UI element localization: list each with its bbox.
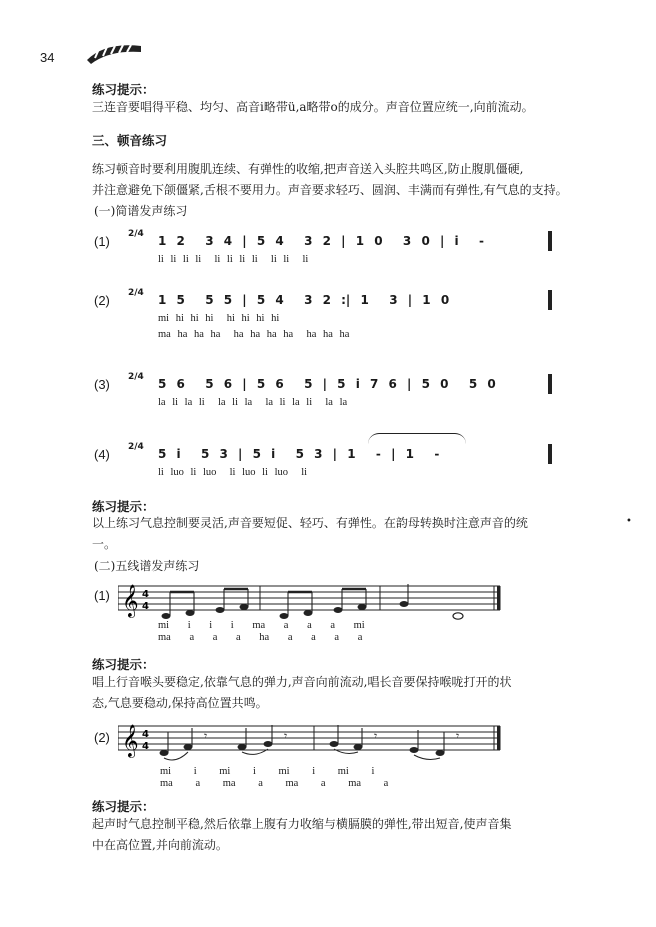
- hint2-text2: 一。: [92, 537, 117, 551]
- hint2-title: 练习提示：: [92, 499, 155, 514]
- time-signature: 2/4: [128, 288, 144, 298]
- staff1-notation: [118, 580, 503, 620]
- jianpu-lyrics: la li la li la li la la li la li la la: [158, 397, 348, 408]
- svg-text:4: 4: [142, 589, 149, 600]
- jianpu-notes: 5 i 5 3 | 5 i 5 3 | 1 - | 1 -: [158, 447, 440, 461]
- subsection2-title: (二)五线谱发声练习: [94, 559, 200, 573]
- time-signature: 2/4: [128, 229, 144, 239]
- staff1-lyrics2: ma a a a ha a a a a: [158, 632, 363, 643]
- staff1-label: (1): [94, 588, 110, 603]
- section3-para2: 并注意避免下颌僵紧,舌根不要用力。声音要求轻巧、圆润、丰满而有弹性,有气息的支持。: [92, 183, 568, 197]
- jianpu-lyrics-2: ma ha ha ha ha ha ha ha ha ha ha: [158, 329, 350, 340]
- svg-text:𝄾: 𝄾: [456, 729, 460, 743]
- svg-text:𝄾: 𝄾: [284, 729, 288, 743]
- svg-text:𝄾: 𝄾: [374, 729, 378, 743]
- jianpu-row-label: (3): [94, 377, 110, 392]
- staff1-lyrics1: mi i i i ma a a a mi: [158, 620, 365, 631]
- jianpu-lyrics: li luo li luo li luo li luo li: [158, 467, 308, 478]
- page-number: 34: [40, 50, 55, 65]
- svg-text:𝄞: 𝄞: [122, 724, 139, 757]
- subsection1-title: (一)简谱发声练习: [94, 204, 188, 218]
- svg-text:4: 4: [142, 729, 149, 740]
- hint2-text1: 以上练习气息控制要灵活,声音要短促、轻巧、有弹性。在韵母转换时注意声音的统: [92, 516, 528, 530]
- final-barline: [548, 290, 552, 310]
- hint3-text2: 态,气息要稳动,保持高位置共鸣。: [92, 696, 268, 710]
- tie-arc: [368, 433, 466, 444]
- hint4-title: 练习提示：: [92, 799, 155, 814]
- jianpu-lyrics: li li li li li li li li li li li: [158, 254, 309, 265]
- jianpu-notes: 1 2 3 4 | 5 4 3 2 | 1 0 3 0 | i -: [158, 234, 484, 248]
- time-signature: 2/4: [128, 442, 144, 452]
- jianpu-lyrics: mi hi hi hi hi hi hi hi: [158, 313, 280, 324]
- svg-text:𝄾: 𝄾: [204, 729, 208, 743]
- staff2-notation: [118, 720, 503, 765]
- hint3-title: 练习提示：: [92, 657, 155, 672]
- staff2-lyrics1: mi i mi i mi i mi i: [160, 766, 375, 777]
- time-signature: 2/4: [128, 372, 144, 382]
- margin-dot: •: [626, 516, 632, 527]
- section3-title: 三、顿音练习: [92, 133, 168, 148]
- jianpu-row-label: (2): [94, 293, 110, 308]
- final-barline: [548, 374, 552, 394]
- hint4-text1: 起声时气息控制平稳,然后依靠上腹有力收缩与横膈膜的弹性,带出短音,使声音集: [92, 817, 512, 831]
- staff2-lyrics2: ma a ma a ma a ma a: [160, 778, 389, 789]
- jianpu-row-label: (1): [94, 234, 110, 249]
- jianpu-notes: 1 5 5 5 | 5 4 3 2 :| 1 3 | 1 0: [158, 293, 450, 307]
- piano-keys-logo: [85, 38, 145, 66]
- final-barline: [548, 231, 552, 251]
- jianpu-notes: 5 6 5 6 | 5 6 5 | 5 i 7 6 | 5 0 5 0: [158, 377, 496, 391]
- hint1-text: 三连音要唱得平稳、均匀、高音i略带ü,a略带o的成分。声音位置应统一,向前流动。: [92, 100, 534, 114]
- hint1-title: 练习提示：: [92, 82, 155, 97]
- section3-para1: 练习顿音时要利用腹肌连续、有弹性的收缩,把声音送入头腔共鸣区,防止腹肌僵硬,: [92, 162, 524, 176]
- final-barline: [548, 444, 552, 464]
- jianpu-row-label: (4): [94, 447, 110, 462]
- staff2-label: (2): [94, 730, 110, 745]
- svg-text:4: 4: [142, 601, 149, 612]
- svg-text:4: 4: [142, 741, 149, 752]
- svg-text:𝄞: 𝄞: [122, 584, 139, 617]
- hint3-text1: 唱上行音喉头要稳定,依靠气息的弹力,声音向前流动,唱长音要保持喉咙打开的状: [92, 675, 512, 689]
- hint4-text2: 中在高位置,并向前流动。: [92, 838, 228, 852]
